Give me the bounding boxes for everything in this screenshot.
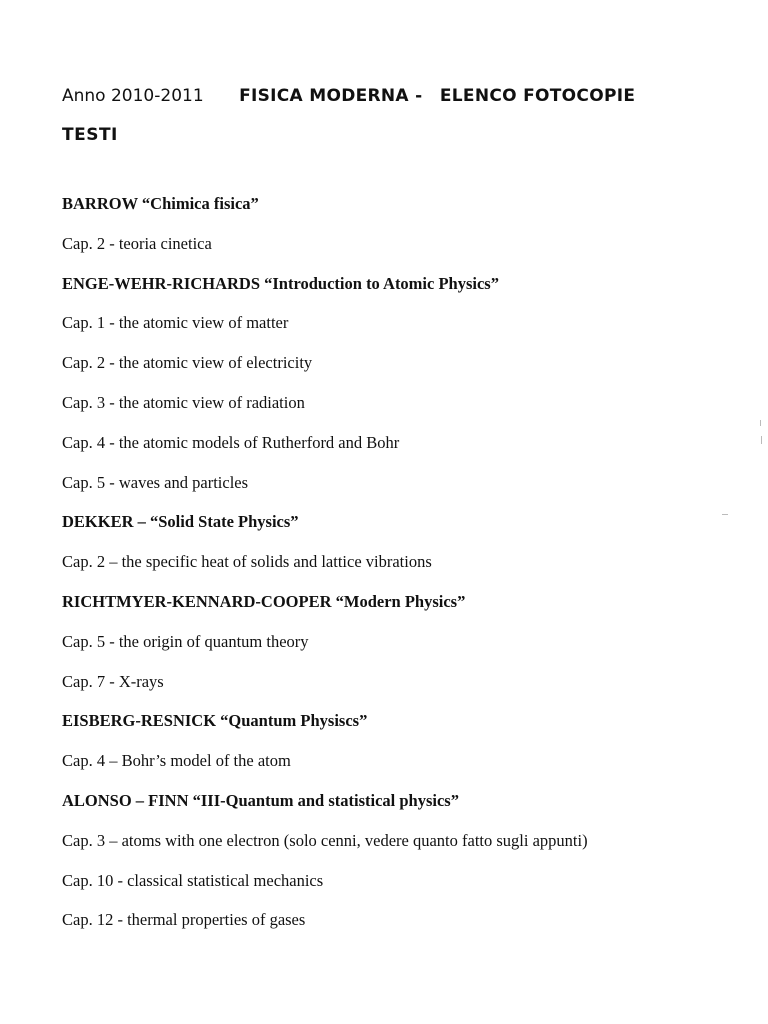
chapter-item: Cap. 10 - classical statistical mechanics [62,870,324,890]
book-title: BARROW “Chimica fisica” [62,194,259,213]
scan-speck [722,514,728,515]
chapter-item: Cap. 2 - teoria cinetica [62,233,212,253]
academic-year: Anno 2010-2011 [62,86,204,106]
chapter-item: Cap. 5 - waves and particles [62,472,249,492]
book-title: RICHTMYER-KENNARD-COOPER “Modern Physics” [62,591,466,611]
chapter-item: Cap. 12 - thermal properties of gases [62,910,306,930]
document-header [62,86,635,106]
bibliography-list [62,190,752,946]
chapter-item: Cap. 2 – the specific heat of solids and lattice vibrations [62,552,432,572]
chapter-item: Cap. 3 - the atomic view of radiation [62,392,305,412]
book-title: ALONSO – FINN “III-Quantum and statistical physics” [62,790,459,810]
chapter-item: Cap. 4 – Bohr’s model of the atom [62,751,291,771]
document-subtitle: ELENCO FOTOCOPIE [439,86,636,106]
book-title: ENGE-WEHR-RICHARDS “Introduction to Atomic Physics” [62,273,499,293]
chapter-item: Cap. 1 - the atomic view of matter [62,313,289,333]
scan-speck [761,436,762,444]
chapter-item: Cap. 3 – atoms with one electron (solo cenni, vedere quanto fatto sugli appunti) [62,830,588,850]
course-title: FISICA MODERNA - [239,86,423,106]
chapter-item: Cap. 2 - the atomic view of electricity [62,353,313,373]
chapter-item: Cap. 4 - the atomic models of Rutherford and Bohr [62,432,400,452]
chapter-item: Cap. 5 - the origin of quantum theory [62,631,309,651]
chapter-item: Cap. 7 - X-rays [62,671,164,691]
scan-speck [760,420,761,426]
section-heading: TESTI [62,125,118,145]
book-title: EISBERG-RESNICK “Quantum Physiscs” [62,711,368,731]
book-title: DEKKER – “Solid State Physics” [62,512,299,532]
